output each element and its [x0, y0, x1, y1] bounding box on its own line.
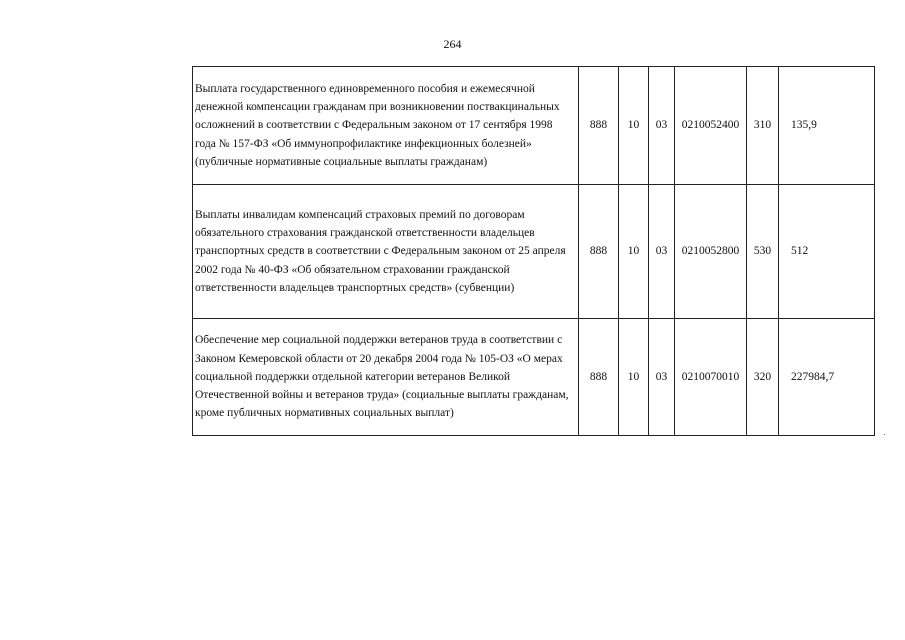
subsection-code: 03 [649, 185, 675, 319]
expense-type-code: 530 [747, 185, 779, 319]
ministry-code: 888 [579, 67, 619, 185]
target-article-code: 0210070010 [675, 319, 747, 436]
subsection-code: 03 [649, 67, 675, 185]
row-description: Обеспечение мер социальной поддержки ветеранов труда в соответствии с Законом Кемеровской области от 20 декабря 2004 года № 105-ОЗ «О мерах социальной поддержки отдельной категории ветеранов Великой Отечественной войны и ветеранов труда» (социальные выплаты гражданам, кроме публичных нормативных социальных выплат) [193, 319, 579, 436]
expense-type-code: 320 [747, 319, 779, 436]
subsection-code: 03 [649, 319, 675, 436]
ministry-code: 888 [579, 319, 619, 436]
ministry-code: 888 [579, 185, 619, 319]
row-description: Выплаты инвалидам компенсаций страховых премий по договорам обязательного страхования гражданской ответственности владельцев транспортных средств в соответствии с Федеральным законом от 25 апреля 2002 года № 40-ФЗ «Об обязательном страховании гражданской ответственности владельцев транспортных средств» (субвенции) [193, 185, 579, 319]
section-code: 10 [619, 67, 649, 185]
table-row [193, 67, 875, 185]
amount: 135,9 [779, 67, 875, 185]
section-code: 10 [619, 185, 649, 319]
section-code: 10 [619, 319, 649, 436]
target-article-code: 0210052400 [675, 67, 747, 185]
expense-type-code: 310 [747, 67, 779, 185]
row-description: Выплата государственного единовременного пособия и ежемесячной денежной компенсации гражданам при возникновении поствакцинальных осложнений в соответствии с Федеральным законом от 17 сентября 1998 года № 157-ФЗ «Об иммунопрофилактике инфекционных болезней» (публичные нормативные социальные выплаты гражданам) [193, 67, 579, 185]
budget-table [192, 66, 875, 436]
table-row [193, 185, 875, 319]
page-number: 264 [443, 37, 462, 51]
scan-speck [884, 434, 885, 435]
target-article-code: 0210052800 [675, 185, 747, 319]
amount: 227984,7 [779, 319, 875, 436]
amount: 512 [779, 185, 875, 319]
table-row [193, 319, 875, 436]
